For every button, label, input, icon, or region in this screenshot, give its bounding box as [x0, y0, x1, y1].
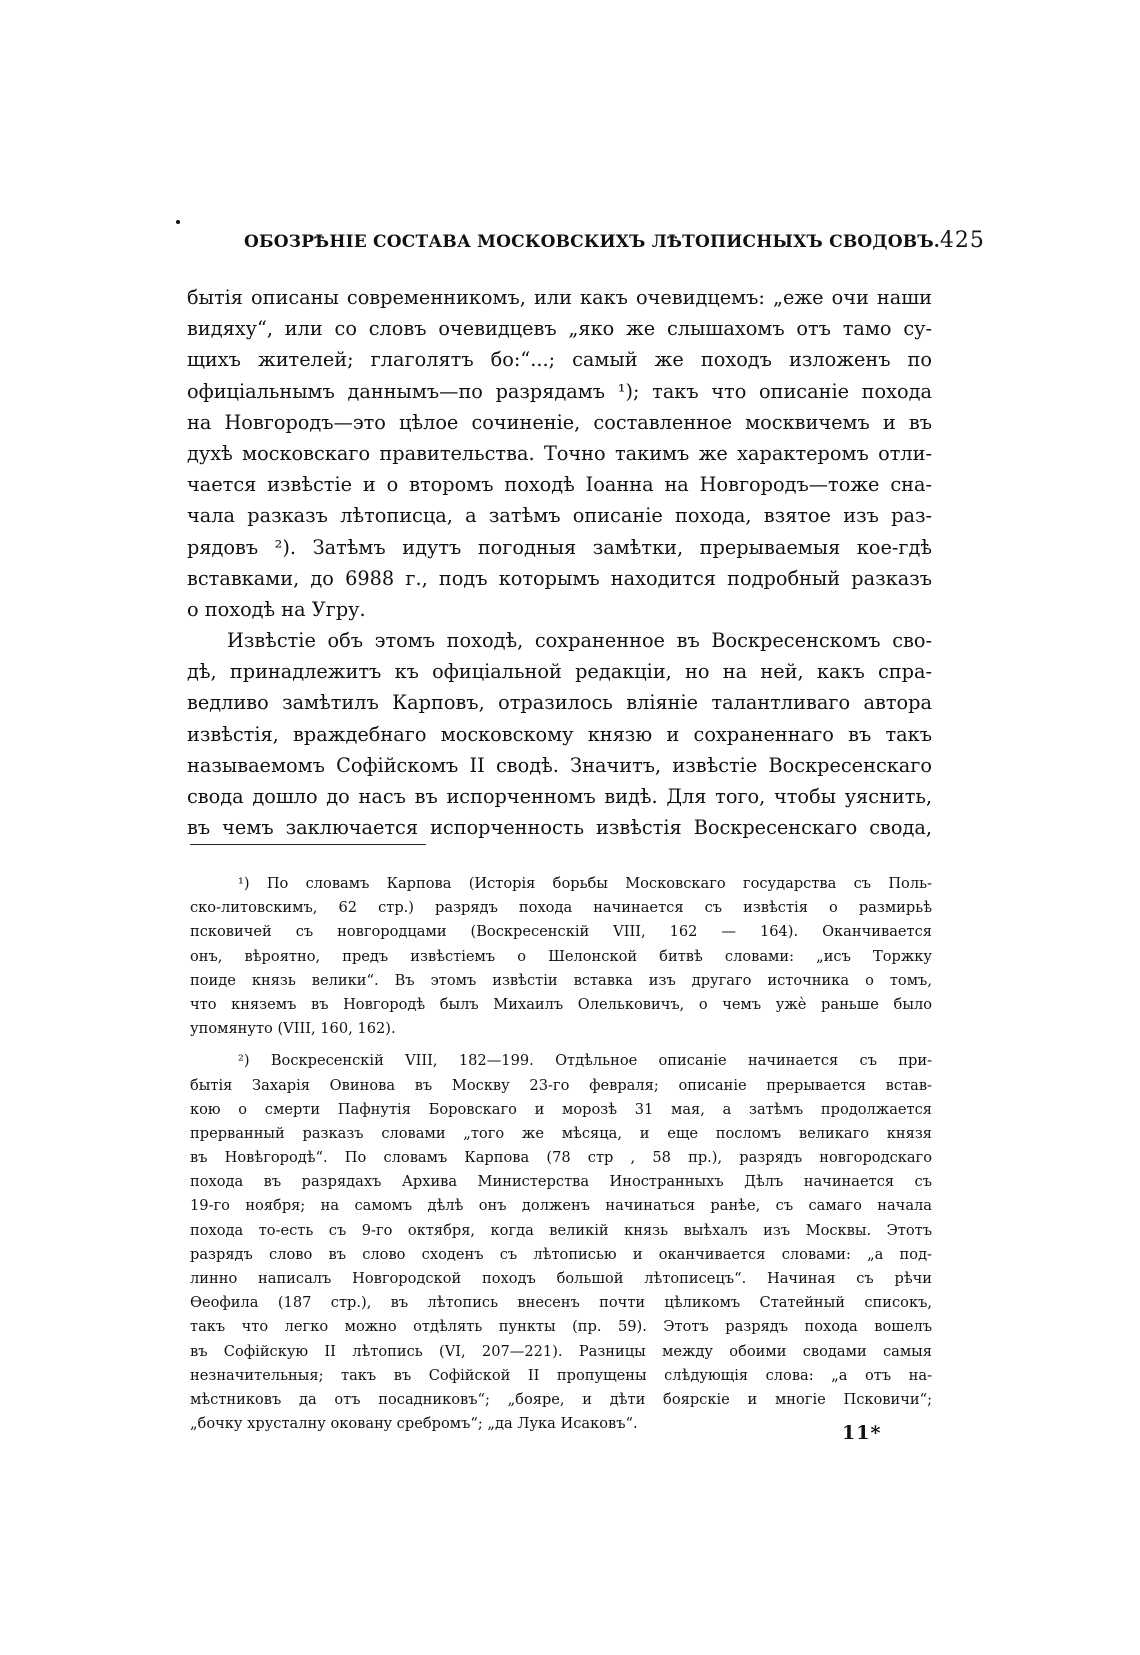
footnote-line: линно написалъ Новгородской походъ большой лѣтописецъ“. Начиная съ рѣчи [190, 1270, 932, 1287]
footnote-line: онъ, вѣроятно, предъ извѣстіемъ о Шелонской битвѣ словами: „исъ Торжку [190, 947, 932, 965]
footnote-line: псковичей съ новгородцами (Воскресенскій VIII, 162 — 164). Оканчивается [190, 923, 932, 941]
text-line: духѣ московскаго правительства. Точно такимъ же характеромъ отли- [187, 441, 932, 465]
footnote-line: ско-литовскимъ, 62 стр.) разрядъ похода начинается съ извѣстія о размирьѣ [190, 899, 932, 917]
text-line: на Новгородъ—это цѣлое сочиненіе, составленное москвичемъ и въ [187, 410, 932, 434]
footnote-line: мѣстниковъ да отъ посадниковъ“; „бояре, и дѣти боярскіе и многіе Псковичи“; [190, 1390, 932, 1408]
text-line: бытія описаны современникомъ, или какъ очевидцемъ: „еже очи наши [187, 286, 932, 309]
footnote-line: упомянуто (VIII, 160, 162). [190, 1020, 396, 1038]
footnote-line: въ Софійскую II лѣтопись (VI, 207—221). Разницы между обоими сводами самыя [190, 1342, 932, 1360]
text-line: извѣстія, враждебнаго московскому князю и сохраненнаго въ такъ [187, 722, 932, 746]
text-line: видяху“, или со словъ очевидцевъ „яко же слышахомъ отъ тамо су- [187, 317, 932, 341]
footnote-line: ²) Воскресенскій VIII, 182—199. Отдѣльное описаніе начинается съ при- [238, 1052, 932, 1070]
text-line: офиціальнымъ даннымъ—по разрядамъ ¹); такъ что описаніе похода [187, 379, 932, 403]
text-line: дѣ, принадлежитъ къ офиціальной редакціи, но на ней, какъ спра- [187, 660, 932, 684]
footnote-line: „бочку хрусталну окованy сребромъ“; „да Лука Исаковъ“. [190, 1415, 638, 1433]
text-line: о походѣ на Угру. [187, 597, 366, 621]
text-line: щихъ жителей; глаголятъ бо:“...; самый же походъ изложенъ по [187, 348, 932, 372]
footnote-line: поиде князь велики“. Въ этомъ извѣстіи вставка изъ другаго источника о томъ, [190, 971, 932, 989]
footnote-line: въ Новѣгородѣ“. По словамъ Карпова (78 стр , 58 пр.), разрядъ новгородскаго [190, 1149, 932, 1167]
footnote-line: разрядъ слово въ слово сходенъ съ лѣтописью и оканчивается словами: „а под- [190, 1245, 932, 1263]
text-line: въ чемъ заключается испорченность извѣстія Воскресенскаго свода, [187, 816, 932, 840]
footnote-line: ¹) По словамъ Карпова (Исторія борьбы Московскаго государства съ Поль- [238, 875, 932, 892]
text-line: свода дошло до насъ въ испорченномъ видѣ. Для того, чтобы уяснить, [187, 785, 932, 808]
signature-mark: 11* [842, 1422, 882, 1444]
text-line: чала разказъ лѣтописца, а затѣмъ описаніе похода, взятое изъ раз- [187, 504, 932, 528]
text-line: вставками, до 6988 г., подъ которымъ находится подробный разказъ [187, 566, 932, 590]
text-line: чается извѣстіе и о второмъ походѣ Іоанна на Новгородъ—тоже сна- [187, 473, 932, 497]
running-header [244, 228, 985, 258]
footnote-line: прерванный разказъ словами „того же мѣсяца, и еще посломъ великаго князя [190, 1124, 932, 1142]
footnote-line: 19-го ноября; на самомъ дѣлѣ онъ долженъ начинаться ранѣе, съ самаго начала [190, 1197, 932, 1215]
footnote-line: похода то-есть съ 9-го октября, когда великій князь выѣхалъ изъ Москвы. Этотъ [190, 1221, 932, 1239]
footnote-line: кою о смерти Пафнутія Боровскаго и морозѣ 31 мая, а затѣмъ продолжается [190, 1100, 932, 1118]
text-line: рядовъ ²). Затѣмъ идутъ погодныя замѣтки, прерываемыя кое-гдѣ [187, 535, 932, 559]
footnote-line: такъ что легко можно отдѣлять пункты (пр. 59). Этотъ разрядъ похода вошелъ [190, 1318, 932, 1336]
footnote-line: что княземъ въ Новгородѣ былъ Михаилъ Олельковичъ, о чемъ ужѐ раньше было [190, 995, 932, 1013]
footnote-separator [190, 844, 426, 845]
footnote-line: Ѳеофила (187 стр.), въ лѣтопись внесенъ почти цѣликомъ Статейный списокъ, [190, 1294, 932, 1312]
text-line: называемомъ Софійскомъ II сводѣ. Значитъ, извѣстіе Воскресенскаго [187, 753, 932, 777]
footnote-line: похода въ разрядахъ Архива Министерства Иностранныхъ Дѣлъ начинается съ [190, 1173, 932, 1191]
footnote-line: незначительныя; такъ въ Софійской II пропущены слѣдующія слова: „а отъ на- [190, 1366, 932, 1384]
text-line: Извѣстіе объ этомъ походѣ, сохраненное въ Воскресенскомъ сво- [227, 629, 932, 653]
running-title: ОБОЗРѢНІЕ СОСТАВА МОСКОВСКИХЪ ЛѢТОПИСНЫХЪ СВОДОВЪ. [244, 232, 940, 252]
main-text [187, 282, 932, 843]
stray-mark [176, 220, 180, 224]
footnotes [190, 872, 932, 1436]
footnote-line: бытія Захарія Овинова въ Москву 23-го февраля; описаніе прерывается встав- [190, 1076, 932, 1094]
page-number: 425 [939, 228, 985, 253]
text-line: ведливо замѣтилъ Карповъ, отразилось вліяніе талантливаго автора [187, 691, 932, 715]
